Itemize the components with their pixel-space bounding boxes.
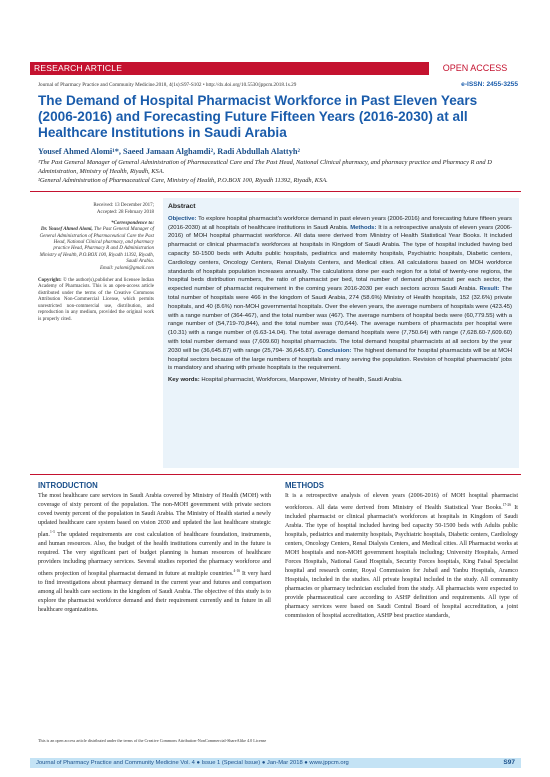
received-date: Received: 13 December 2017; <box>93 203 154 208</box>
objective-text: To explore hospital pharmacist's workforce demand in past eleven years (2006-2016) and forecasting future fifteen years (2016-2030) at all hospitals of healthcare institutions in Saudi Arabia. <box>168 215 512 231</box>
objective-label: Objective: <box>168 215 199 222</box>
result-label: Result: <box>479 286 502 293</box>
affiliations <box>38 158 518 185</box>
methods-paragraph <box>285 492 518 621</box>
open-access-badge: OPEN ACCESS <box>429 62 521 75</box>
article-info-sidebar <box>38 203 154 323</box>
journal-citation[interactable]: Journal of Pharmacy Practice and Community Medicine.2018, 4(1s):S97-S102 • http://dx.doi.org/10.5530/jppcm.2018.1s.29 <box>38 82 297 88</box>
affiliation-1: ¹The Past General Manager of General Administration of Pharmaceutical Care and The Past Head, National Clinical pharmacy, and pharmacy practice and Pharmacy R and D Administration, Ministry of Health, Riyadh, KSA. <box>38 159 492 175</box>
article-type: RESEARCH ARTICLE <box>34 63 123 73</box>
abstract-body <box>168 215 512 373</box>
intro-text-c: It very hard to find investigations about pharmacy demand in the current year and futures and comparison among all health care sections in the kingdom of Saudi Arabia. The objective of this study is to explore the pharmacist workforce demand and their requirement currently and in future in all healthcare organizations. <box>38 571 271 614</box>
conclusion-label: Conclusion: <box>317 347 354 354</box>
methods-text-b: It included pharmacist or clinical pharmacist's workforces at hospitals in Kingdom of Saudi Arabia. The type of hospital included having bed capacity 50-1500 beds with Adults public hospitals, pediatrics and maternity hospitals, Psychiatric hospitals, Diabetic centers, Cardiology centers, Oncology Centers, Renal Dialysis Centers, and Medical cities. All Pharmacist works at MOH hospitals and non-MOH government hospitals including; University Hospitals, Armed Forces Hospitals, National Gaud Hospitals, Security Forces hospitals, King Faisal Specialist hospital and research center, Royal Commission for Jubail and Yanbu Hospitals, Aramco Hospitals, included in the studies. All private hospital included in the study. All community pharmacies or pharmacy technician excluded from the study. All pharmacists were expected to provide pharmaceutical care according to ASHP definition and requirements. All type of pharmacy services were based on Saudi Central Board of hospital accreditation, a joint commission of hospital accreditation, ASHP best practice standards, <box>285 505 518 620</box>
article-type-bar <box>30 62 521 75</box>
footer-journal: Journal of Pharmacy Practice and Community Medicine Vol. 4 ● Issue 1 (Special Issue) ● Jan-Mar 2018 ● www.jppcm.org <box>36 759 349 766</box>
methods-column <box>285 492 518 621</box>
intro-ref-2[interactable]: 4-16 <box>233 569 241 574</box>
correspondence <box>38 227 154 272</box>
keywords-text: Hospital pharmacist, Workforces, Manpower, Ministry of health, Saudi Arabia. <box>201 377 403 384</box>
conclusion-text: The highest demand for hospital pharmacists will be at MOH hospital sectors because of the large numbers of hospitals and many serving the population. Revision of hospital pharmacists' jobs is mandatory and sharing with private hospitals is the requirement. <box>168 347 512 372</box>
correspondence-email[interactable]: Email: yalomi@gmail.com <box>99 265 154 271</box>
abstract <box>168 203 512 385</box>
intro-text-a: The most healthcare care services in Saudi Arabia covered by Ministry of Health (MOH) with coverage of sixty percent of the population. The non-MOH government with private sectors coved twenty percent of the population in Saudi Arabia. The Ministry of Health started a newly updated healthcare care system based on vision 2030 and updated the last healthcare strategic plan. <box>38 493 271 539</box>
introduction-column <box>38 492 271 615</box>
license-footnote: This is an open access article distributed under the terms of the Creative Commons Attribution-NonCommercial-ShareAlike 4.0 License <box>38 738 267 743</box>
keywords <box>168 376 512 385</box>
article-title: The Demand of Hospital Pharmacist Workforce in Past Eleven Years (2006-2016) and Forecasting Future Fifteen Years (2016-2030) at all Healthcare Institutions in Saudi Arabia <box>38 93 478 140</box>
keywords-label: Key words: <box>168 377 202 384</box>
copyright-notice <box>38 278 154 323</box>
dates <box>38 203 154 217</box>
intro-ref-1[interactable]: 1-3 <box>49 530 55 534</box>
abstract-heading: Abstract <box>168 203 196 210</box>
introduction-heading: INTRODUCTION <box>38 481 98 490</box>
methods-text: It is a retrospective analysis of eleven years (2006-2016) of MOH hospital pharmacist workforce. All data were derived from Ministry of Health Statistical Year Books. It included pharmacist or clinical pharmacist's workforces at hospitals in Kingdom of Saudi Arabia. The type of hospital included having bed capacity 50-1500 beds with Adults public hospitals, pediatrics and maternity hospitals, Psychiatric hospitals, Diabetic centers, Cardiology centers, Oncology Centers, Renal Dialysis Centers, and Medical cities. All calculations based on MOH workforce standards of hospitals population increases annually. The calculations done per each region for a total of twenty-one regions, the hospital beds distribution numbers, the ratio of pharmacist per bed, total number of demand pharmacist per each sector, the expected number of pharmacist requirement in the coming years 2016-2030 per each sectors across Saudi Arabia. <box>168 224 512 293</box>
abstract-divider <box>30 474 521 475</box>
copyright-label: Copyright: <box>38 278 62 284</box>
journal-citation-line <box>38 82 518 88</box>
copyright-text: © the author(s),publisher and licensee Indian Academy of Pharmacists. This is an open-access article distributed under the terms of the Creative Commons Attribution Non-Commercial License, which permits unrestricted non-commercial use, distribution, and reproduction in any medium, provided the original work is properly cited. <box>38 278 154 322</box>
result-text: The total number of hospitals were 466 in the kingdom of Saudi Arabia, 274 (58.6%) Ministry of Health hospitals, 152 (32.6%) private hospitals, and 40 (8.6%) non-MOH governmental hospitals. Over the eleven years, the average numbers of hospitals were (423.45) with a range number of (364-467), and the total number was (467). The average numbers of hospital beds were (60,779.55) with a range number of (54,719-70,844), and the total number was (70,644). The average numbers of pharmacists per hospital were (10.31) with a range number of (6.63-14.04). The total average demand hospitals were (7,750.64) with range (7,628.60-7,609.60) with total number demand was (7,609.60) hospital pharmacists. The total demand hospital pharmacists at all sectors by the year 2030 will be (36,645.87) with range (25,794- 36,645.87). <box>168 286 512 354</box>
authors: Yousef Ahmed Alomi¹*, Saeed Jamaan Alghamdi², Radi Abdullah Alattyh² <box>38 147 300 156</box>
eissn: e-ISSN: 2455-3255 <box>461 81 518 88</box>
introduction-paragraph <box>38 492 271 615</box>
correspondence-address: The Past General Manager of General Administration of Pharmaceutical Care the Past Head, National Clinical pharmacy, and pharmacy practice Head, Pharmacy R and D Administration Ministry of Health, P.O.BOX 100, Riyadh 11392, Riyadh, Saudi Arabia. <box>39 227 154 265</box>
methods-label: Methods: <box>350 224 379 231</box>
correspondence-label: *Correspondence to: <box>111 220 154 226</box>
page-footer <box>30 758 521 768</box>
page-number: S97 <box>503 759 515 766</box>
methods-heading: METHODS <box>285 481 324 490</box>
methods-ref-1[interactable]: 17-26 <box>502 503 511 507</box>
affiliation-2: ²General Administration of Pharmaceutical Care, Ministry of Health, P.O.BOX 100, Riyadh 11392, Riyadh, KSA. <box>38 177 328 184</box>
accepted-date: Accepted: 28 February 2018 <box>96 210 154 216</box>
methods-text-a: It is a retrospective analysis of eleven years (2006-2016) of MOH hospital pharmacist workforces. All data were derived from Ministry of Health Statistical Year Books. <box>285 493 518 512</box>
correspondence-name: Dr. Yousef Ahmed Alomi, <box>40 227 93 233</box>
header-divider <box>30 191 521 192</box>
intro-text-b: The updated requirements are cost calculation of healthcare foundation, instruments, and human resources. Also, the budget of the health institutions currently and in the future is required. The very significant part of budget planning is human resources of healthcare providers including pharmacy services. Several studies reported the pharmacy workforce and others projection of hospital pharmacist demand in future at multiple countries. <box>38 532 271 578</box>
